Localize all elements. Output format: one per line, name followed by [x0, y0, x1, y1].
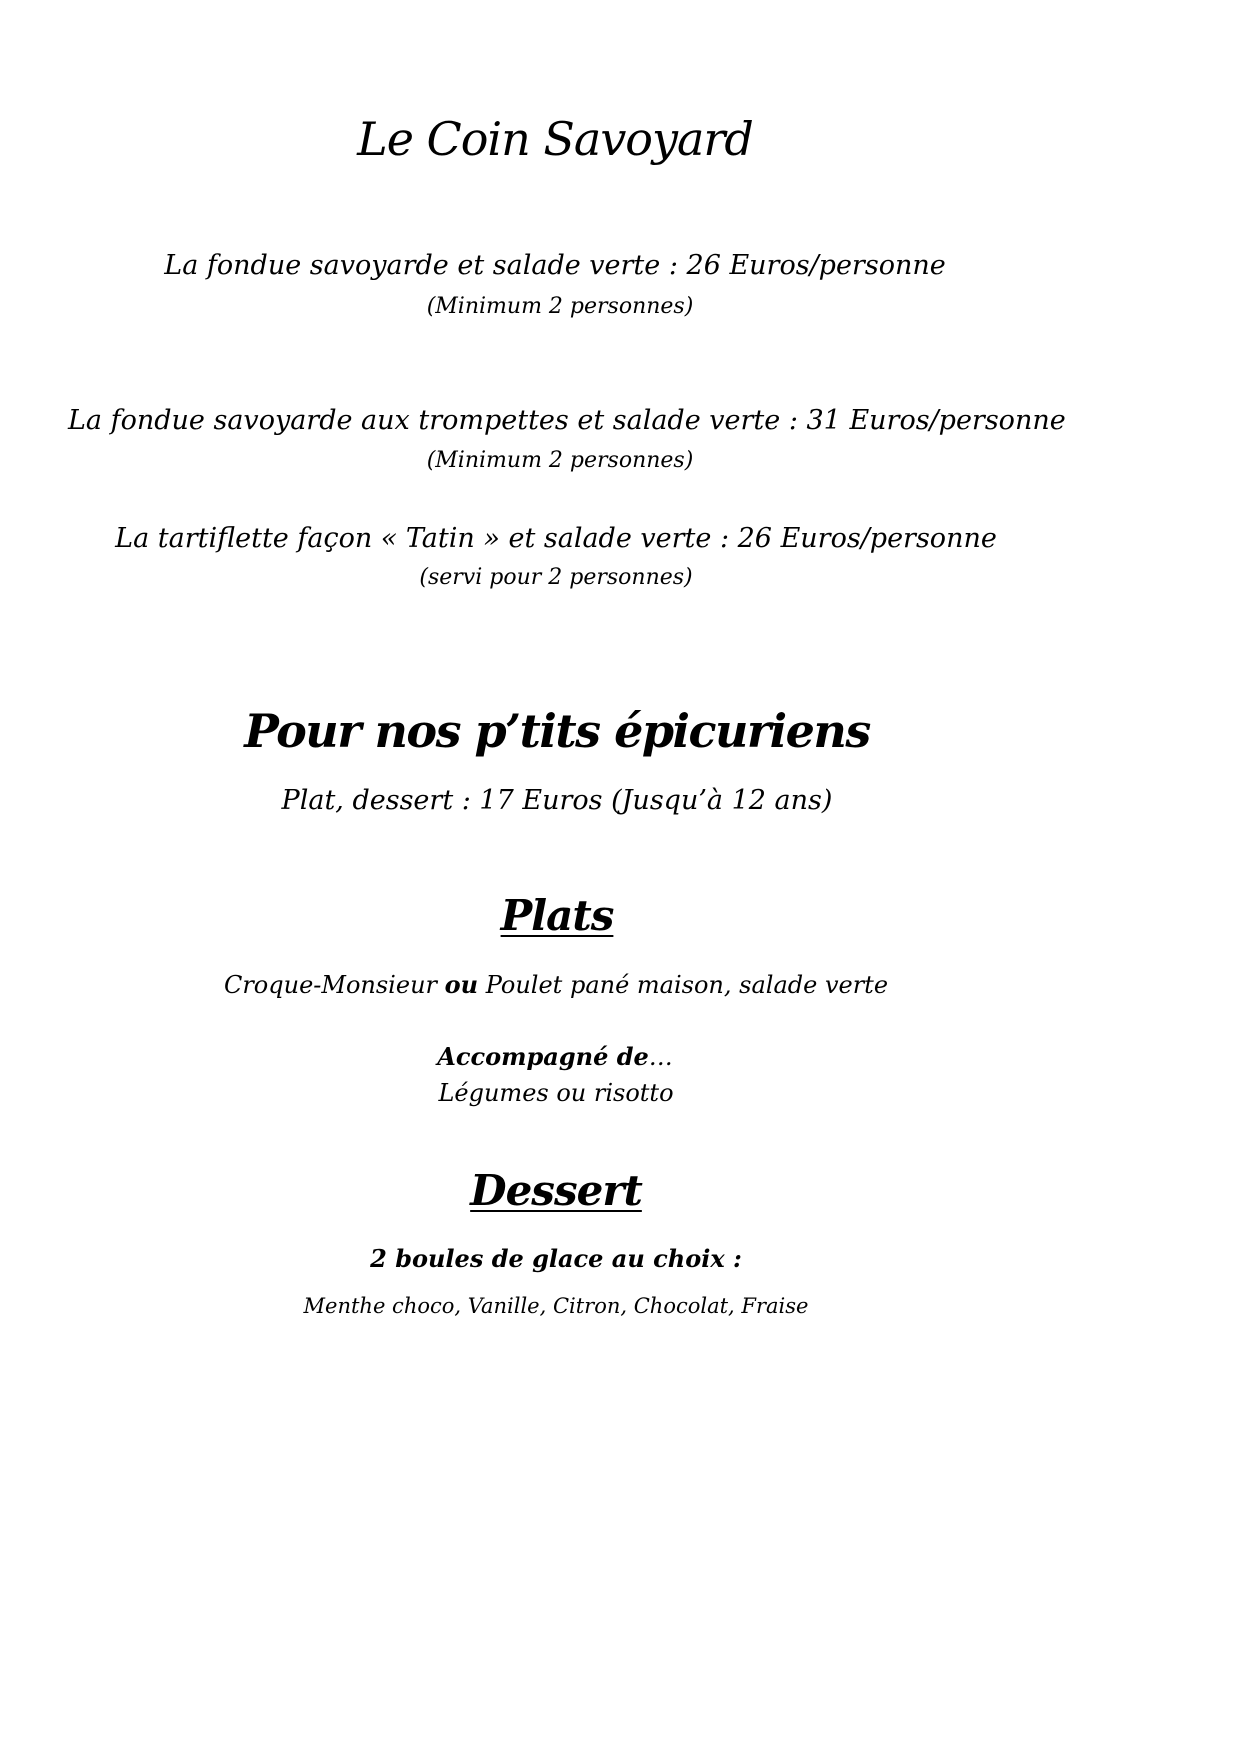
- menu-item-tartiflette-note: (servi pour 2 personnes): [419, 565, 693, 590]
- menu-item-tartiflette: La tartiflette façon « Tatin » et salade verte : 26 Euros/personne: [115, 523, 997, 554]
- accompaniment-ellipsis: …: [648, 1043, 673, 1071]
- kids-price-line: Plat, dessert : 17 Euros (Jusqu’à 12 ans): [281, 785, 833, 816]
- dessert-heading: Dessert: [470, 1166, 642, 1215]
- dessert-flavors: Menthe choco, Vanille, Citron, Chocolat, Fraise: [303, 1294, 809, 1318]
- plats-choice-or: ou: [444, 970, 479, 999]
- dessert-subheading: 2 boules de glace au choix :: [370, 1244, 742, 1273]
- plats-choice: [0, 970, 1112, 999]
- menu-item-fondue: La fondue savoyarde et salade verte : 26 Euros/personne: [164, 250, 946, 281]
- menu-item-fondue-trompettes: La fondue savoyarde aux trompettes et salade verte : 31 Euros/personne: [68, 405, 1066, 436]
- kids-section-heading: Pour nos p’tits épicuriens: [244, 704, 870, 758]
- menu-item-fondue-trompettes-note: (Minimum 2 personnes): [426, 448, 694, 473]
- plats-choice-part1: Croque-Monsieur: [223, 971, 445, 999]
- accompaniment-label-line: [0, 1042, 1110, 1071]
- menu-item-fondue-note: (Minimum 2 personnes): [426, 294, 694, 319]
- plats-choice-part2: Poulet pané maison, salade verte: [478, 971, 889, 999]
- accompaniment-label: Accompagné de: [437, 1042, 649, 1071]
- plats-heading: Plats: [500, 891, 614, 940]
- accompaniment-options: Légumes ou risotto: [438, 1079, 674, 1107]
- page-title: Le Coin Savoyard: [357, 112, 753, 166]
